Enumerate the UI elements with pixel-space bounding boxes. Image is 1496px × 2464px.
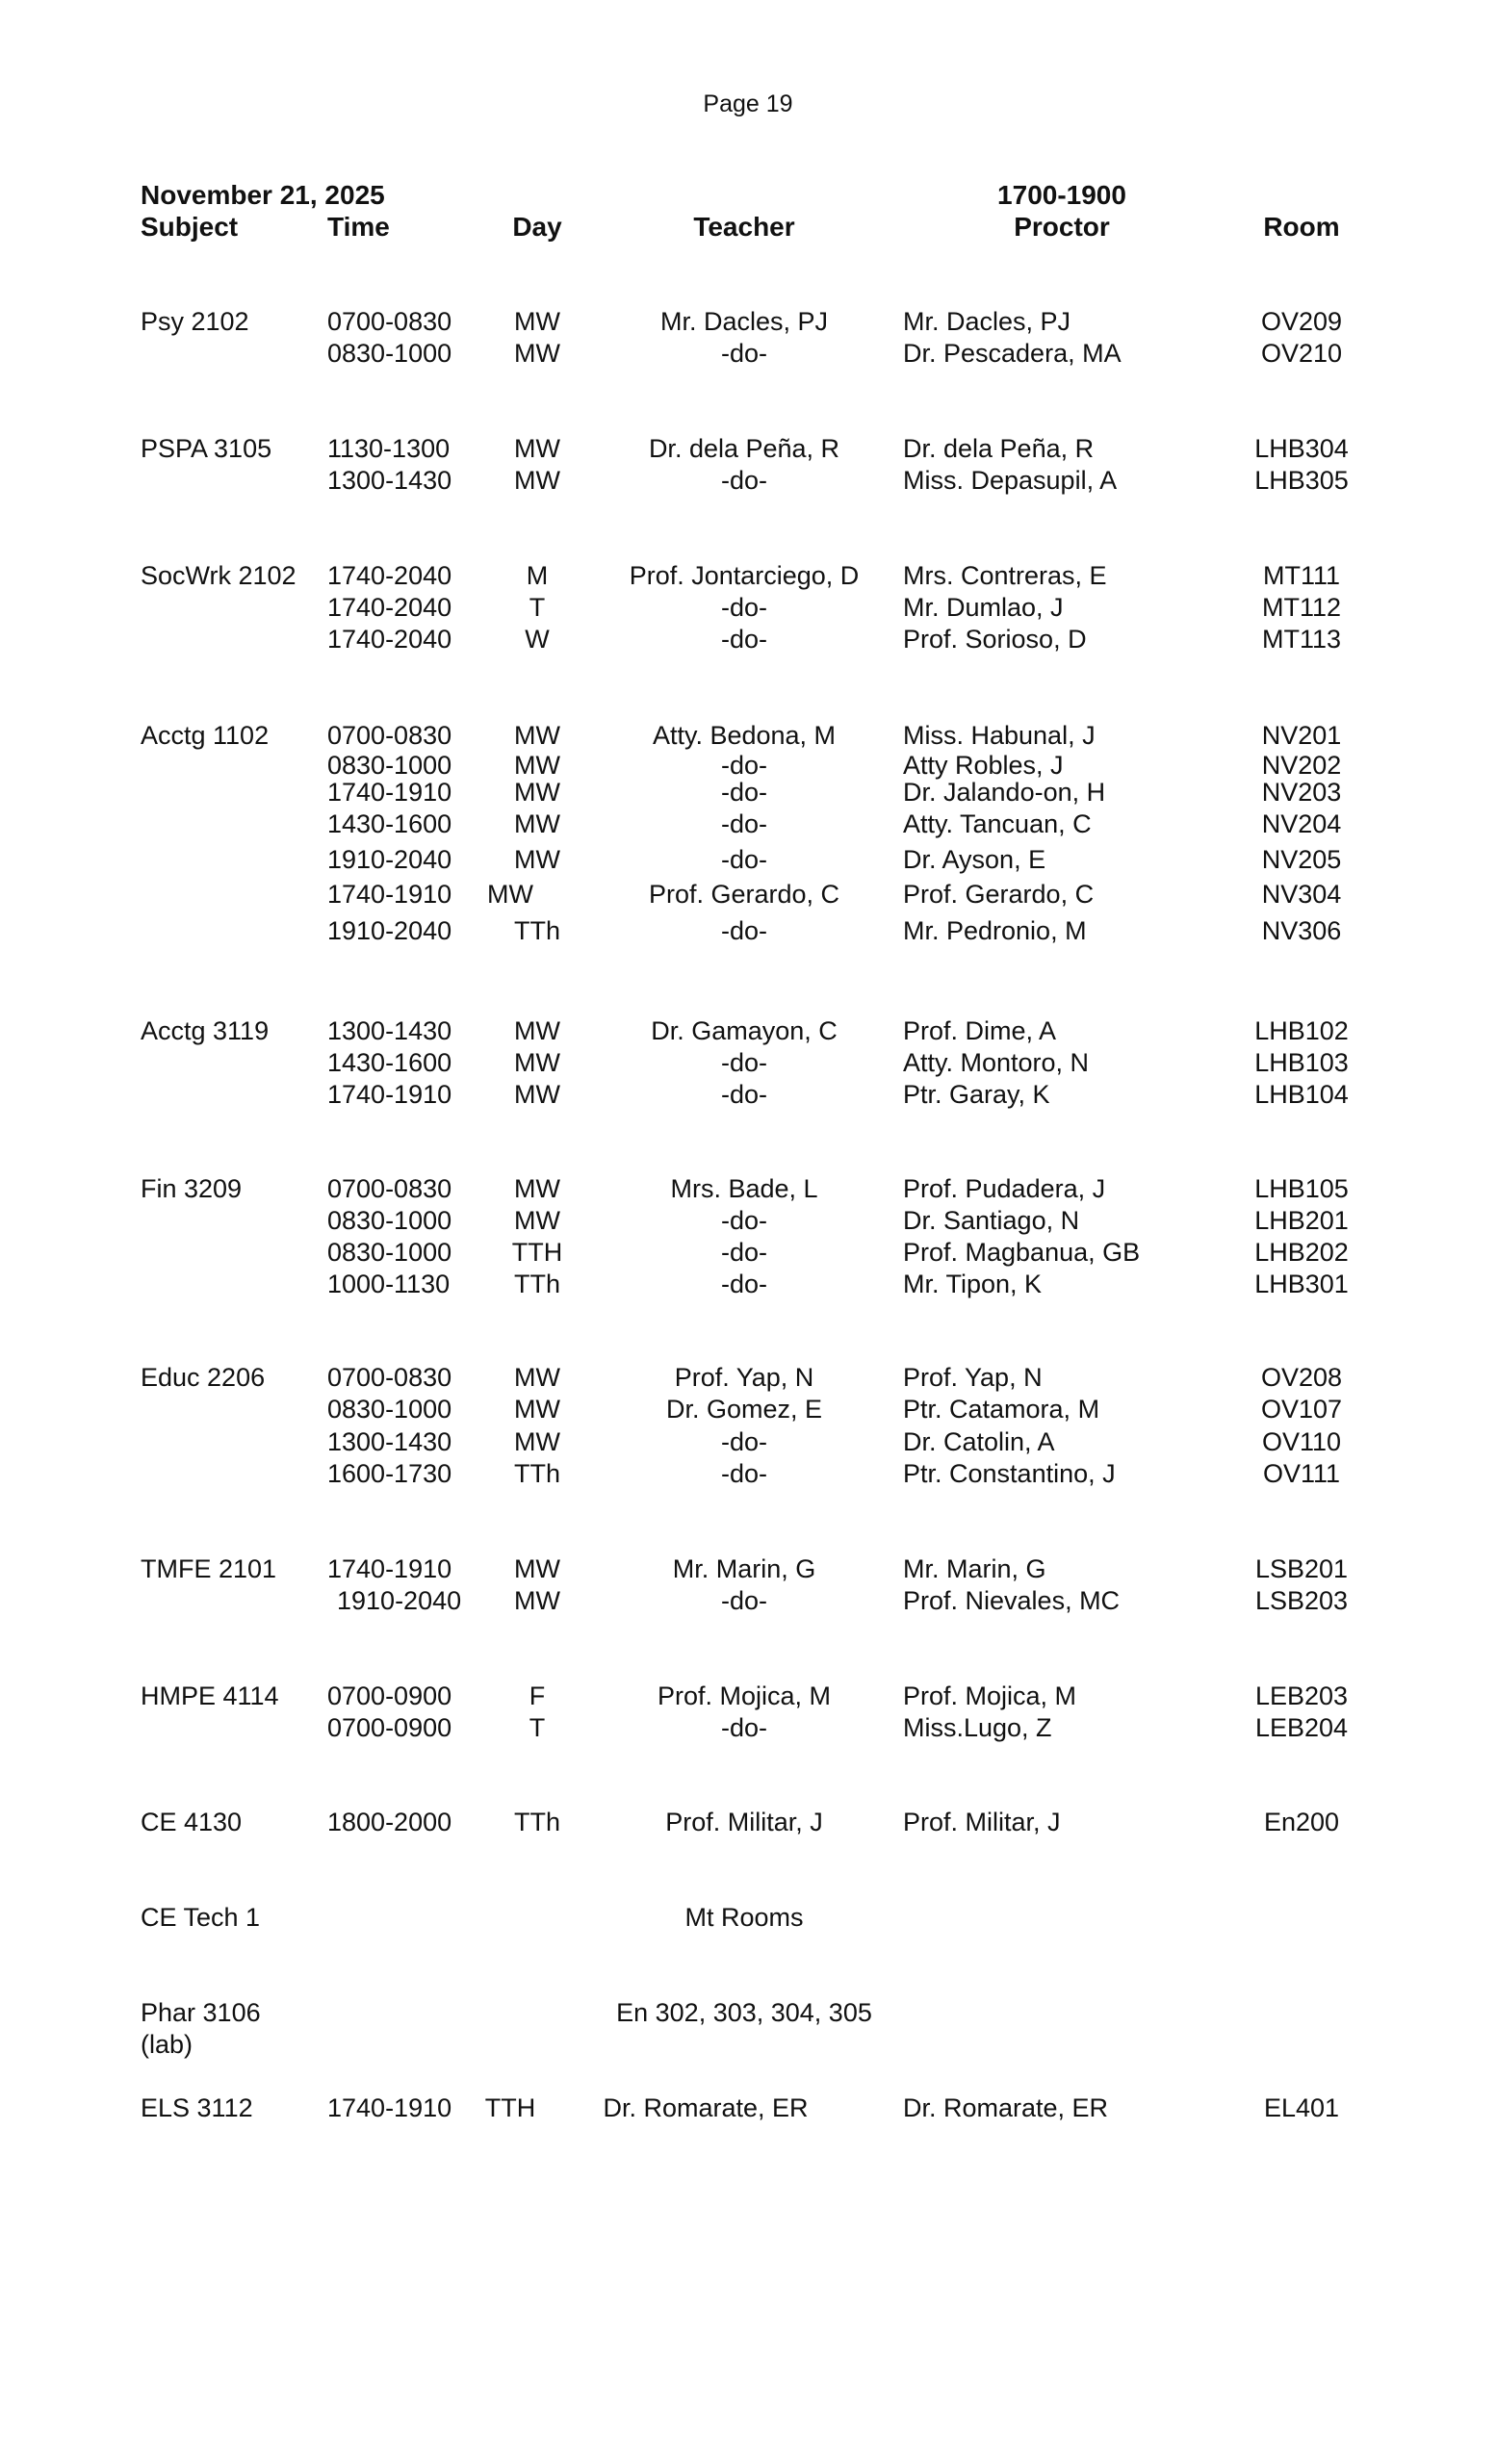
cell-day: MW xyxy=(514,466,560,495)
cell-proctor: Mr. Marin, G xyxy=(903,1554,1046,1583)
cell-room: LEB204 xyxy=(1254,1713,1349,1742)
exam-date: November 21, 2025 xyxy=(141,180,385,210)
cell-proctor: Prof. Magbanua, GB xyxy=(903,1238,1141,1267)
cell-teacher: En 302, 303, 304, 305 xyxy=(616,1998,872,2027)
cell-room: OV209 xyxy=(1260,307,1343,336)
cell-day: F xyxy=(529,1681,546,1710)
cell-time: 1000-1130 xyxy=(327,1270,451,1298)
cell-proctor: Ptr. Garay, K xyxy=(903,1080,1050,1109)
cell-proctor: Dr. Santiago, N xyxy=(903,1206,1080,1235)
cell-teacher: Mr. Marin, G xyxy=(672,1554,816,1583)
cell-day: MW xyxy=(514,1586,560,1615)
cell-proctor: Mrs. Contreras, E xyxy=(903,561,1107,590)
cell-proctor: Mr. Tipon, K xyxy=(903,1270,1043,1298)
cell-proctor: Dr. Pescadera, MA xyxy=(903,339,1122,368)
cell-room: En200 xyxy=(1263,1808,1340,1836)
cell-time: 1740-2040 xyxy=(327,561,452,590)
cell-room: MT113 xyxy=(1261,625,1342,654)
cell-proctor: Prof. Mojica, M xyxy=(903,1681,1077,1710)
cell-room: NV304 xyxy=(1261,880,1342,909)
cell-subject: CE 4130 xyxy=(141,1808,243,1836)
cell-time: 0700-0900 xyxy=(327,1713,452,1742)
cell-time: 1430-1600 xyxy=(327,809,452,838)
cell-teacher: -do- xyxy=(720,1080,767,1109)
col-header-day: Day xyxy=(512,212,562,242)
cell-day: TTh xyxy=(513,1808,560,1836)
cell-teacher: -do- xyxy=(720,1206,767,1235)
cell-day: TTh xyxy=(513,916,560,945)
cell-time: 0700-0830 xyxy=(327,1174,452,1203)
cell-room: LEB203 xyxy=(1254,1681,1349,1710)
cell-day: T xyxy=(529,1713,546,1742)
cell-time: 1910-2040 xyxy=(327,845,452,874)
cell-proctor: Miss. Habunal, J xyxy=(903,721,1096,750)
cell-room: OV208 xyxy=(1260,1363,1343,1392)
cell-day: MW xyxy=(514,1363,560,1392)
cell-day: M xyxy=(526,561,549,590)
page-number: Page 19 xyxy=(703,90,793,117)
cell-day: MW xyxy=(514,1395,560,1424)
cell-subject: Acctg 1102 xyxy=(141,721,270,750)
cell-time: 0830-1000 xyxy=(327,339,452,368)
cell-day: MW xyxy=(487,880,533,909)
cell-time: 1740-1910 xyxy=(327,2093,452,2122)
cell-time: 0830-1000 xyxy=(327,751,452,780)
cell-time: 1300-1430 xyxy=(327,1427,452,1456)
cell-teacher: -do- xyxy=(720,916,767,945)
cell-room: OV110 xyxy=(1261,1427,1342,1456)
cell-teacher: -do- xyxy=(720,1238,767,1267)
col-header-time: Time xyxy=(327,212,390,242)
cell-teacher: -do- xyxy=(720,1586,767,1615)
cell-teacher: Mrs. Bade, L xyxy=(670,1174,818,1203)
cell-teacher: -do- xyxy=(720,1459,767,1488)
cell-subject: Fin 3209 xyxy=(141,1174,243,1203)
cell-time: 0830-1000 xyxy=(327,1206,452,1235)
cell-day: MW xyxy=(514,845,560,874)
cell-room: NV201 xyxy=(1261,721,1342,750)
cell-day: MW xyxy=(514,307,560,336)
cell-teacher: Dr. Gamayon, C xyxy=(651,1016,838,1045)
cell-time: 1130-1300 xyxy=(327,434,451,463)
cell-teacher: Mt Rooms xyxy=(684,1903,804,1932)
cell-room: LHB305 xyxy=(1254,466,1349,495)
cell-day: MW xyxy=(514,1174,560,1203)
cell-room: NV204 xyxy=(1261,809,1342,838)
cell-day: MW xyxy=(514,809,560,838)
cell-proctor: Prof. Yap, N xyxy=(903,1363,1043,1392)
cell-room: OV107 xyxy=(1260,1395,1343,1424)
cell-time: 1430-1600 xyxy=(327,1048,452,1077)
cell-room: LHB104 xyxy=(1254,1080,1349,1109)
cell-room: EL401 xyxy=(1263,2093,1340,2122)
cell-room: OV111 xyxy=(1262,1459,1341,1488)
cell-day: MW xyxy=(514,339,560,368)
cell-day: MW xyxy=(514,751,560,780)
cell-time: 1740-1910 xyxy=(327,880,452,909)
cell-proctor: Miss.Lugo, Z xyxy=(903,1713,1052,1742)
cell-room: NV202 xyxy=(1261,751,1342,780)
cell-proctor: Prof. Gerardo, C xyxy=(903,880,1095,909)
cell-subject: Educ 2206 xyxy=(141,1363,266,1392)
cell-proctor: Dr. dela Peña, R xyxy=(903,434,1095,463)
cell-day: MW xyxy=(514,1554,560,1583)
cell-room: LHB105 xyxy=(1254,1174,1349,1203)
cell-proctor: Prof. Nievales, MC xyxy=(903,1586,1121,1615)
cell-time: 1300-1430 xyxy=(327,1016,452,1045)
cell-proctor: Prof. Militar, J xyxy=(903,1808,1061,1836)
cell-teacher: -do- xyxy=(720,778,767,807)
cell-time: 1910-2040 xyxy=(337,1586,462,1615)
cell-proctor: Prof. Pudadera, J xyxy=(903,1174,1106,1203)
cell-teacher: Mr. Dacles, PJ xyxy=(659,307,829,336)
cell-subject: (lab) xyxy=(141,2030,193,2059)
cell-teacher: -do- xyxy=(720,751,767,780)
cell-room: LSB201 xyxy=(1254,1554,1349,1583)
cell-proctor: Dr. Romarate, ER xyxy=(903,2093,1109,2122)
cell-teacher: -do- xyxy=(720,1270,767,1298)
cell-teacher: Prof. Militar, J xyxy=(665,1808,823,1836)
cell-room: LHB102 xyxy=(1254,1016,1349,1045)
cell-subject: TMFE 2101 xyxy=(141,1554,277,1583)
cell-proctor: Ptr. Constantino, J xyxy=(903,1459,1116,1488)
cell-teacher: Dr. Romarate, ER xyxy=(603,2093,809,2122)
cell-subject: Psy 2102 xyxy=(141,307,249,336)
cell-teacher: -do- xyxy=(720,625,767,654)
cell-time: 1300-1430 xyxy=(327,466,452,495)
cell-proctor: Prof. Sorioso, D xyxy=(903,625,1087,654)
cell-day: MW xyxy=(514,1427,560,1456)
cell-proctor: Mr. Dumlao, J xyxy=(903,593,1064,622)
cell-subject: Acctg 3119 xyxy=(141,1016,270,1045)
cell-teacher: -do- xyxy=(720,593,767,622)
cell-teacher: -do- xyxy=(720,1048,767,1077)
cell-day: MW xyxy=(514,721,560,750)
cell-room: NV203 xyxy=(1261,778,1342,807)
cell-teacher: Atty. Bedona, M xyxy=(652,721,837,750)
cell-time: 1740-2040 xyxy=(327,625,452,654)
cell-proctor: Miss. Depasupil, A xyxy=(903,466,1118,495)
cell-time: 1600-1730 xyxy=(327,1459,452,1488)
cell-day: TTh xyxy=(513,1459,560,1488)
cell-subject: SocWrk 2102 xyxy=(141,561,297,590)
cell-day: MW xyxy=(514,1206,560,1235)
cell-teacher: -do- xyxy=(720,845,767,874)
cell-day: TTH xyxy=(511,1238,563,1267)
cell-subject: CE Tech 1 xyxy=(141,1903,261,1932)
cell-time: 1740-2040 xyxy=(327,593,452,622)
cell-teacher: Dr. dela Peña, R xyxy=(648,434,840,463)
cell-proctor: Dr. Jalando-on, H xyxy=(903,778,1106,807)
cell-subject: PSPA 3105 xyxy=(141,434,272,463)
cell-room: LHB201 xyxy=(1254,1206,1349,1235)
cell-day: MW xyxy=(514,434,560,463)
cell-time: 1740-1910 xyxy=(327,1554,452,1583)
cell-time: 0700-0900 xyxy=(327,1681,452,1710)
cell-proctor: Prof. Dime, A xyxy=(903,1016,1057,1045)
col-header-proctor: Proctor xyxy=(1014,212,1110,242)
cell-proctor: Mr. Pedronio, M xyxy=(903,916,1087,945)
cell-teacher: Prof. Yap, N xyxy=(674,1363,814,1392)
cell-room: NV205 xyxy=(1261,845,1342,874)
cell-room: MT111 xyxy=(1262,561,1341,590)
cell-room: MT112 xyxy=(1261,593,1342,622)
cell-day: TTh xyxy=(513,1270,560,1298)
cell-time: 0830-1000 xyxy=(327,1238,452,1267)
cell-subject: Phar 3106 xyxy=(141,1998,261,2027)
cell-room: LSB203 xyxy=(1254,1586,1349,1615)
cell-teacher: -do- xyxy=(720,1427,767,1456)
cell-day: MW xyxy=(514,778,560,807)
time-slot: 1700-1900 xyxy=(997,180,1126,210)
col-header-subject: Subject xyxy=(141,212,239,242)
cell-teacher: Dr. Gomez, E xyxy=(665,1395,823,1424)
cell-room: LHB304 xyxy=(1254,434,1349,463)
cell-day: T xyxy=(529,593,546,622)
cell-room: LHB103 xyxy=(1254,1048,1349,1077)
cell-day: MW xyxy=(514,1016,560,1045)
cell-time: 0700-0830 xyxy=(327,1363,452,1392)
cell-time: 1910-2040 xyxy=(327,916,452,945)
cell-proctor: Atty. Tancuan, C xyxy=(903,809,1092,838)
cell-proctor: Atty. Montoro, N xyxy=(903,1048,1090,1077)
cell-subject: ELS 3112 xyxy=(141,2093,253,2122)
cell-proctor: Mr. Dacles, PJ xyxy=(903,307,1071,336)
cell-teacher: -do- xyxy=(720,1713,767,1742)
col-header-teacher: Teacher xyxy=(693,212,795,242)
cell-time: 0700-0830 xyxy=(327,721,452,750)
cell-teacher: -do- xyxy=(720,466,767,495)
cell-time: 0700-0830 xyxy=(327,307,452,336)
cell-day: MW xyxy=(514,1080,560,1109)
cell-room: LHB301 xyxy=(1254,1270,1349,1298)
cell-proctor: Dr. Catolin, A xyxy=(903,1427,1055,1456)
cell-teacher: -do- xyxy=(720,339,767,368)
cell-proctor: Ptr. Catamora, M xyxy=(903,1395,1100,1424)
col-header-room: Room xyxy=(1263,212,1340,242)
cell-time: 0830-1000 xyxy=(327,1395,452,1424)
cell-room: OV210 xyxy=(1260,339,1343,368)
cell-room: NV306 xyxy=(1261,916,1342,945)
cell-room: LHB202 xyxy=(1254,1238,1349,1267)
cell-teacher: Prof. Gerardo, C xyxy=(648,880,840,909)
cell-day: TTH xyxy=(484,2093,536,2122)
cell-day: W xyxy=(525,625,550,654)
cell-day: MW xyxy=(514,1048,560,1077)
cell-subject: HMPE 4114 xyxy=(141,1681,279,1710)
cell-teacher: Prof. Mojica, M xyxy=(657,1681,832,1710)
cell-teacher: Prof. Jontarciego, D xyxy=(629,561,860,590)
cell-time: 1740-1910 xyxy=(327,1080,452,1109)
cell-proctor: Atty Robles, J xyxy=(903,751,1064,780)
cell-proctor: Dr. Ayson, E xyxy=(903,845,1046,874)
cell-time: 1800-2000 xyxy=(327,1808,452,1836)
cell-time: 1740-1910 xyxy=(327,778,452,807)
cell-teacher: -do- xyxy=(720,809,767,838)
